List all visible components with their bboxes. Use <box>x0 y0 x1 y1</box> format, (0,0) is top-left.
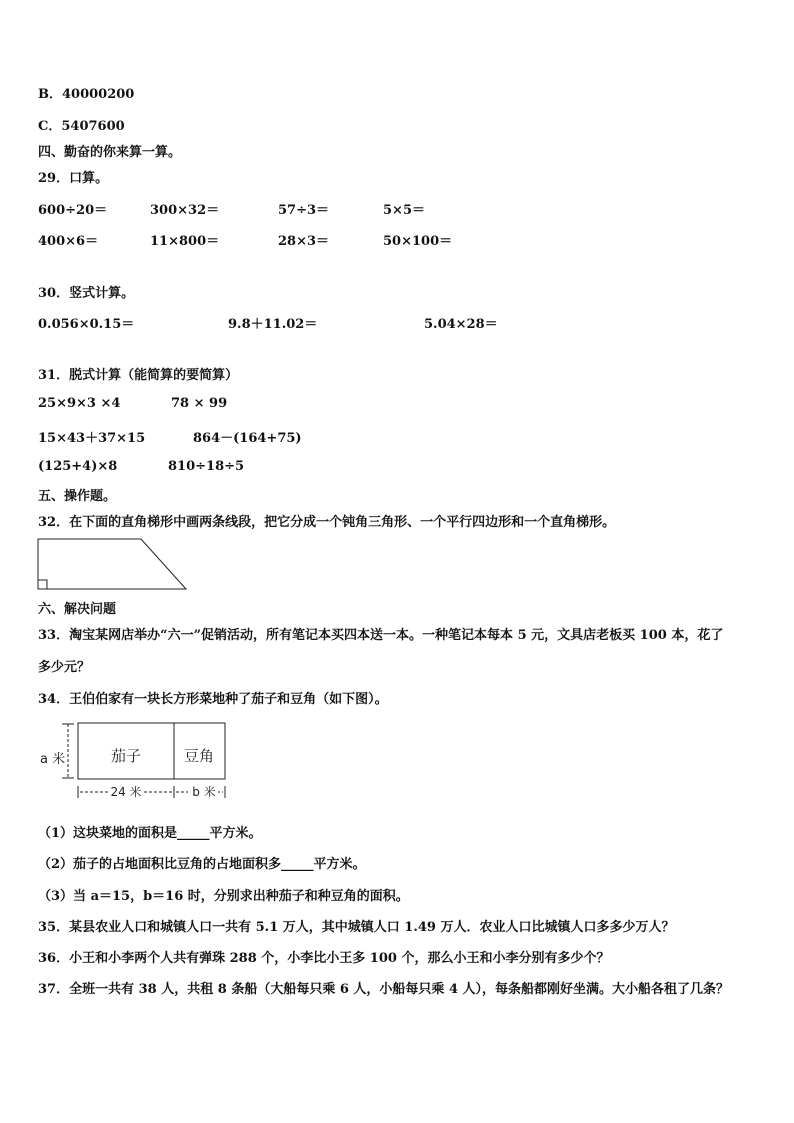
section6-title: 六、解决问题 <box>38 602 117 617</box>
bean-width-label: b 米 <box>192 785 216 799</box>
q30-title: 30．竖式计算。 <box>38 286 135 301</box>
eggplant-label: 茄子 <box>110 747 142 765</box>
vertical-calc-item: 0.056×0.15＝ <box>38 317 135 332</box>
q31-title: 31．脱式计算（能简算的要简算） <box>38 368 239 383</box>
step-calc-item: (125+4)×8 <box>38 459 118 474</box>
q34-sub2: （2）茄子的占地面积比豆角的占地面积多_____平方米。 <box>38 857 366 872</box>
choice-b: B．40000200 <box>38 87 135 102</box>
oral-calc-item: 400×6＝ <box>38 234 99 249</box>
step-calc-item: 78 × 99 <box>171 396 228 411</box>
q35: 35．某县农业人口和城镇人口一共有 5.1 万人，其中城镇人口 1.49 万人．农业人口比城镇人口多多少万人？ <box>38 920 675 935</box>
vertical-calc-item: 9.8＋11.02＝ <box>228 317 318 332</box>
q34-title: 34．王伯伯家有一块长方形菜地种了茄子和豆角（如下图）。 <box>38 692 388 707</box>
step-calc-item: 25×9×3 ×4 <box>38 396 121 411</box>
oral-calc-item: 5×5＝ <box>383 203 425 218</box>
q37: 37．全班一共有 38 人，共租 8 条船（大船每只乘 6 人，小船每只乘 4 人），每条船都刚好坐满。大小船各租了几条？ <box>38 982 730 997</box>
q33-line1: 33．淘宝某网店举办“六一”促销活动，所有笔记本买四本送一本。一种笔记本每本 5 元，文具店老板买 100 本，花了 <box>38 628 724 643</box>
q34-sub1: （1）这块菜地的面积是_____平方米。 <box>38 826 262 841</box>
q36: 36．小王和小李两个人共有弹珠 288 个，小李比小王多 100 个，那么小王和小李分别有多少个？ <box>38 951 610 966</box>
vertical-calc-item: 5.04×28＝ <box>424 317 498 332</box>
oral-calc-item: 50×100＝ <box>383 234 453 249</box>
choice-c: C．5407600 <box>38 119 125 134</box>
section4-title: 四、勤奋的你来算一算。 <box>38 145 182 160</box>
step-calc-item: 15×43＋37×15 <box>38 431 146 446</box>
oral-calc-item: 600÷20＝ <box>38 203 108 218</box>
q33-line2: 多少元？ <box>38 660 91 675</box>
trapezoid-outline <box>38 539 186 589</box>
q32-title: 32．在下面的直角梯形中画两条线段，把它分成一个钝角三角形、一个平行四边形和一个直角梯形。 <box>38 515 616 530</box>
right-angle-mark <box>38 580 47 589</box>
oral-calc-item: 57÷3＝ <box>278 203 330 218</box>
vegetable-field-figure <box>36 718 236 804</box>
right-trapezoid-figure <box>36 537 190 591</box>
oral-calc-item: 28×3＝ <box>278 234 330 249</box>
side-label: a 米 <box>40 752 66 767</box>
oral-calc-item: 11×800＝ <box>150 234 220 249</box>
oral-calc-item: 300×32＝ <box>150 203 220 218</box>
eggplant-width-label: 24 米 <box>110 785 142 799</box>
step-calc-item: 810÷18÷5 <box>168 459 245 474</box>
q29-title: 29．口算。 <box>38 171 109 186</box>
q34-sub3: （3）当 a＝15，b＝16 时，分别求出种茄子和种豆角的面积。 <box>38 889 409 904</box>
bean-label: 豆角 <box>183 747 215 765</box>
section5-title: 五、操作题。 <box>38 489 117 504</box>
step-calc-item: 864－(164+75) <box>193 431 302 446</box>
